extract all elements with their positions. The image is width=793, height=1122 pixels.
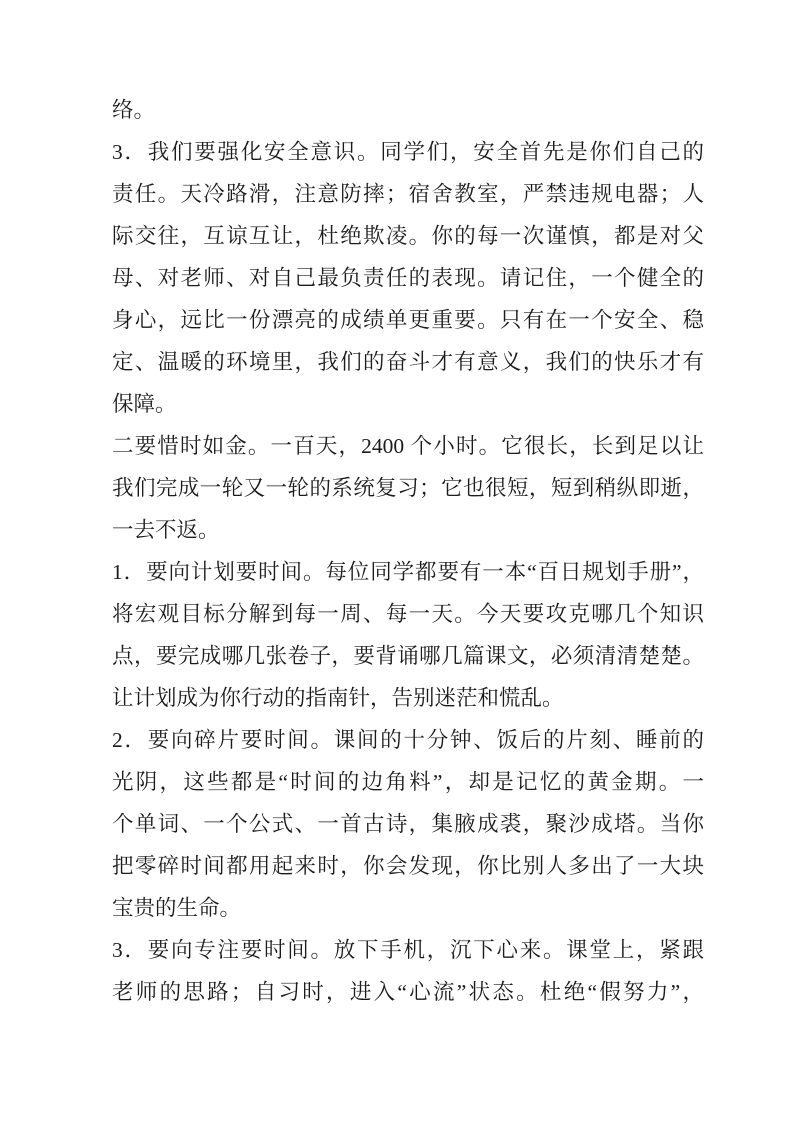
text-line: 点，要完成哪几张卷子，要背诵哪几篇课文，必须清清楚楚。 [112,644,704,668]
text-line: 让计划成为你行动的指南针，告别迷茫和慌乱。 [112,686,564,710]
text-line: 2．要向碎片要时间。课间的十分钟、饭后的片刻、睡前的 [112,728,704,752]
text-line: 络。 [112,98,156,122]
text-line: 1．要向计划要时间。每位同学都要有一本“百日规划手册”， [112,560,704,584]
text-line: 个单词、一个公式、一首古诗，集腋成裘，聚沙成塔。当你 [112,812,704,836]
text-line: 身心，远比一份漂亮的成绩单更重要。只有在一个安全、稳 [112,308,704,332]
text-line: 光阴，这些都是“时间的边角料”，却是记忆的黄金期。一 [112,770,704,794]
text-line: 际交往，互谅互让，杜绝欺凌。你的每一次谨慎，都是对父 [112,224,704,248]
text-line: 责任。天冷路滑，注意防摔；宿舍教室，严禁违规电器；人 [112,182,704,206]
document-body-text [112,89,704,1013]
text-line: 3．要向专注要时间。放下手机，沉下心来。课堂上，紧跟 [112,938,704,962]
text-line: 母、对老师、对自己最负责任的表现。请记住，一个健全的 [112,266,704,290]
text-line: 把零碎时间都用起来时，你会发现，你比别人多出了一大块 [112,854,704,878]
text-line: 我们完成一轮又一轮的系统复习；它也很短，短到稍纵即逝， [112,476,704,500]
text-line: 定、温暖的环境里，我们的奋斗才有意义，我们的快乐才有 [112,350,704,374]
text-line: 二要惜时如金。一百天，2400 个小时。它很长，长到足以让 [112,434,704,458]
text-line: 3．我们要强化安全意识。同学们，安全首先是你们自己的 [112,140,704,164]
text-line: 一去不返。 [112,518,220,542]
text-line: 保障。 [112,392,177,416]
text-line: 将宏观目标分解到每一周、每一天。今天要攻克哪几个知识 [112,602,704,626]
text-line: 老师的思路；自习时，进入“心流”状态。杜绝“假努力”， [112,980,704,1004]
text-line: 宝贵的生命。 [112,896,242,920]
